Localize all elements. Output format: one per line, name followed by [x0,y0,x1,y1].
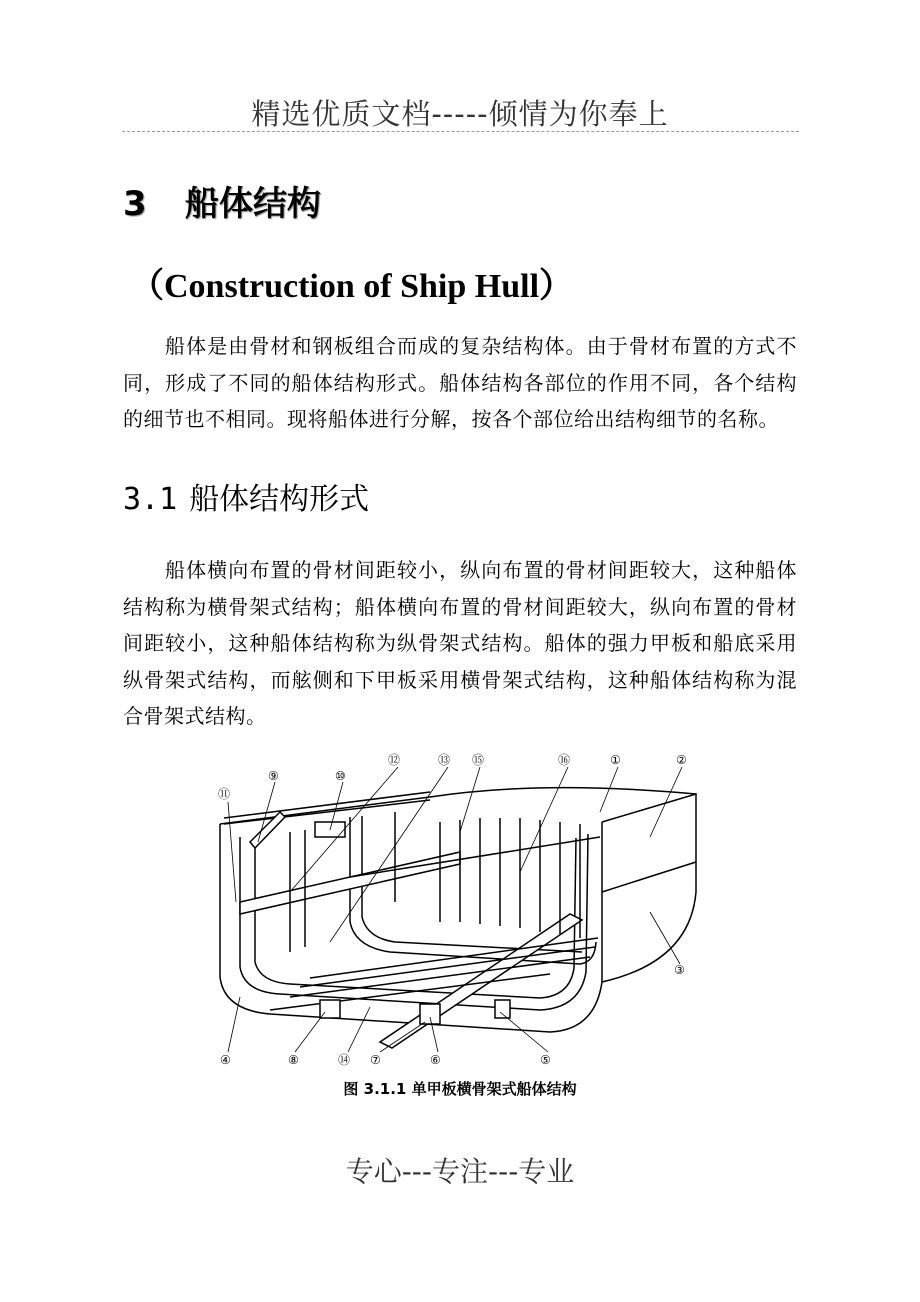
callout-12: ⑫ [388,753,401,767]
section-number: 3.1 [123,482,178,517]
callout-8: ⑧ [288,1053,299,1067]
callout-16: ⑯ [558,753,571,767]
chapter-title-text: 船体结构 [185,184,321,224]
page-header: 精选优质文档-----倾情为你奉上 [251,97,669,131]
figure-caption: 图 3.1.1 单甲板横骨架式船体结构 [343,1080,577,1098]
callout-10: ⑩ [335,769,346,783]
hull-outer-shell [220,822,602,1032]
callout-13: ⑬ [438,753,451,767]
callout-5: ⑤ [540,1053,551,1067]
page-footer: 专心---专注---专业 [345,1155,575,1188]
callout-15: ⑮ [472,753,485,767]
hull-structure-figure [210,742,710,1072]
section-paragraph: 船体横向布置的骨材间距较小，纵向布置的骨材间距较大，这种船体结构称为横骨架式结构；船体横向布置的骨材间距较大，纵向布置的骨材间距较小，这种船体结构称为纵骨架式结构。船体的强力甲板和船底采用纵骨架式结构，而舷侧和下甲板采用横骨架式结构，这种船体结构称为混合骨架式结构。 [123,558,797,728]
callout-3: ③ [674,963,685,977]
callout-14: ⑭ [338,1053,351,1067]
deck-top-edge [220,788,696,824]
callout-9: ⑨ [268,769,279,783]
intro-paragraph: 船体是由骨材和钢板组合而成的复杂结构体。由于骨材布置的方式不同，形成了不同的船体结构形式。船体结构各部位的作用不同，各个结构的细节也不相同。现将船体进行分解，按各个部位给出结构细节的名称。 [123,334,797,431]
callout-6: ⑥ [430,1053,441,1067]
chapter-subtitle: （Construction of Ship Hull） [130,268,574,305]
callout-7: ⑦ [370,1053,381,1067]
callout-11: ⑪ [218,787,231,801]
callout-4: ④ [220,1053,231,1067]
chapter-number: 3 [123,184,147,224]
deck-plate [224,792,430,818]
header-divider [122,131,799,132]
section-title-text: 船体结构形式 [189,482,370,517]
callout-1: ① [610,753,621,767]
deck-plate-edge [224,800,430,824]
chapter-title [123,176,321,225]
callout-2: ② [676,753,687,767]
section-title [123,474,369,518]
